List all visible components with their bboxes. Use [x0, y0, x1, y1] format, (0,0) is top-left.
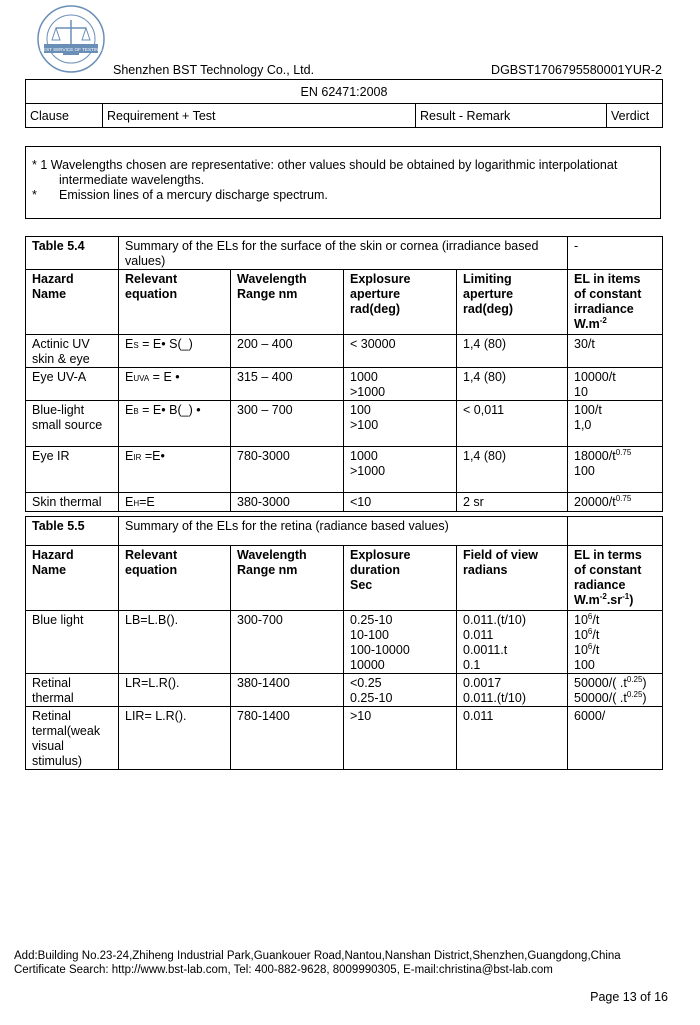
col-requirement: Requirement + Test [103, 104, 416, 128]
table-head-row: Hazard Name Relevant equation Wavelength Range nm Explosure aperture rad(deg) Limiting aperture rad(deg) EL in items of constant irradiance $W.m^{-2}$ [26, 270, 663, 335]
table-verdict: - [568, 237, 663, 270]
svg-text:BEST SERVICE OF TESTING: BEST SERVICE OF TESTING [39, 47, 103, 52]
col-verdict: Verdict [607, 104, 663, 128]
table-verdict [568, 517, 663, 546]
table-row: Skin thermal EH=E 380-3000 <10 2 sr $20000/t^{0.75}$ [26, 493, 663, 512]
table-title: Summary of the ELs for the retina (radiance based values) [119, 517, 568, 546]
col-clause: Clause [26, 104, 103, 128]
table-row: Retinal thermal LR=L.R(). 380-1400 <0.25 0.25-10 0.0017 0.011.(t/10) 50000/( $.t^{0.25}$) 50000/( $.t^{0.25}$) [26, 674, 663, 707]
company-name: Shenzhen BST Technology Co., Ltd. [113, 63, 315, 77]
note-line-3: * Emission lines of a mercury discharge spectrum. [32, 188, 328, 202]
table-row: Eye UV-A EUVA = E • 315 – 400 1000 >1000 1,4 (80) 10000/t 10 [26, 368, 663, 401]
page-number: Page 13 of 16 [590, 990, 668, 1004]
footer-certificate: Certificate Search: http://www.bst-lab.com, Tel: 400-882-9628, 8009990305, E-mail:christina@bst-lab.com [14, 964, 553, 976]
report-number: DGBST1706795580001YUR-2 [491, 63, 662, 77]
table-title: Summary of the ELs for the surface of the skin or cornea (irradiance based values) [119, 237, 568, 270]
table-5-5 [25, 516, 663, 770]
note-star: * [32, 188, 37, 202]
table-row: Blue-light small source EB = E• B(_) • 300 – 700 100 >100 < 0,011 100/t 1,0 [26, 401, 663, 447]
standard-name: EN 62471:2008 [26, 80, 663, 104]
table-row: Actinic UV skin & eye ES = E• S(_) 200 – 400 < 30000 1,4 (80) 30/t [26, 335, 663, 368]
note-line-2: intermediate wavelengths. [59, 173, 205, 187]
table-label: Table 5.4 [26, 237, 119, 270]
table-row: Retinal termal(weak visual stimulus) LIR= L.R(). 780-1400 >10 0.011 6000/ [26, 707, 663, 770]
col-result: Result - Remark [416, 104, 607, 128]
table-head-row: Hazard Name Relevant equation Wavelength Range nm Explosure duration Sec Field of view radians EL in terms of constant radiance $W.m^{-2}.sr^{-1}$) [26, 546, 663, 611]
table-row: Blue light LB=L.B(). 300-700 0.25-10 10-100 100-10000 10000 0.011.(t/10) 0.011 0.0011.t 0.1 $10^6/t$ $10^6/t$ $10^6/t$ 100 [26, 611, 663, 674]
table-row: Eye IR EIR =E• 780-3000 1000 >1000 1,4 (80) $18000/t^{0.75}$ 100 [26, 447, 663, 493]
table-5-4 [25, 236, 663, 512]
report-header-table [25, 79, 663, 128]
table-label: Table 5.5 [26, 517, 119, 546]
notes-box [25, 146, 661, 219]
note-line-1: * 1 Wavelengths chosen are representative: other values should be obtained by logarithmic interpolationat [32, 158, 618, 172]
footer-address: Add:Building No.23-24,Zhiheng Industrial Park,Guankouer Road,Nantou,Nanshan District,Shenzhen,Guangdong,China [14, 950, 621, 962]
company-logo [36, 4, 106, 74]
